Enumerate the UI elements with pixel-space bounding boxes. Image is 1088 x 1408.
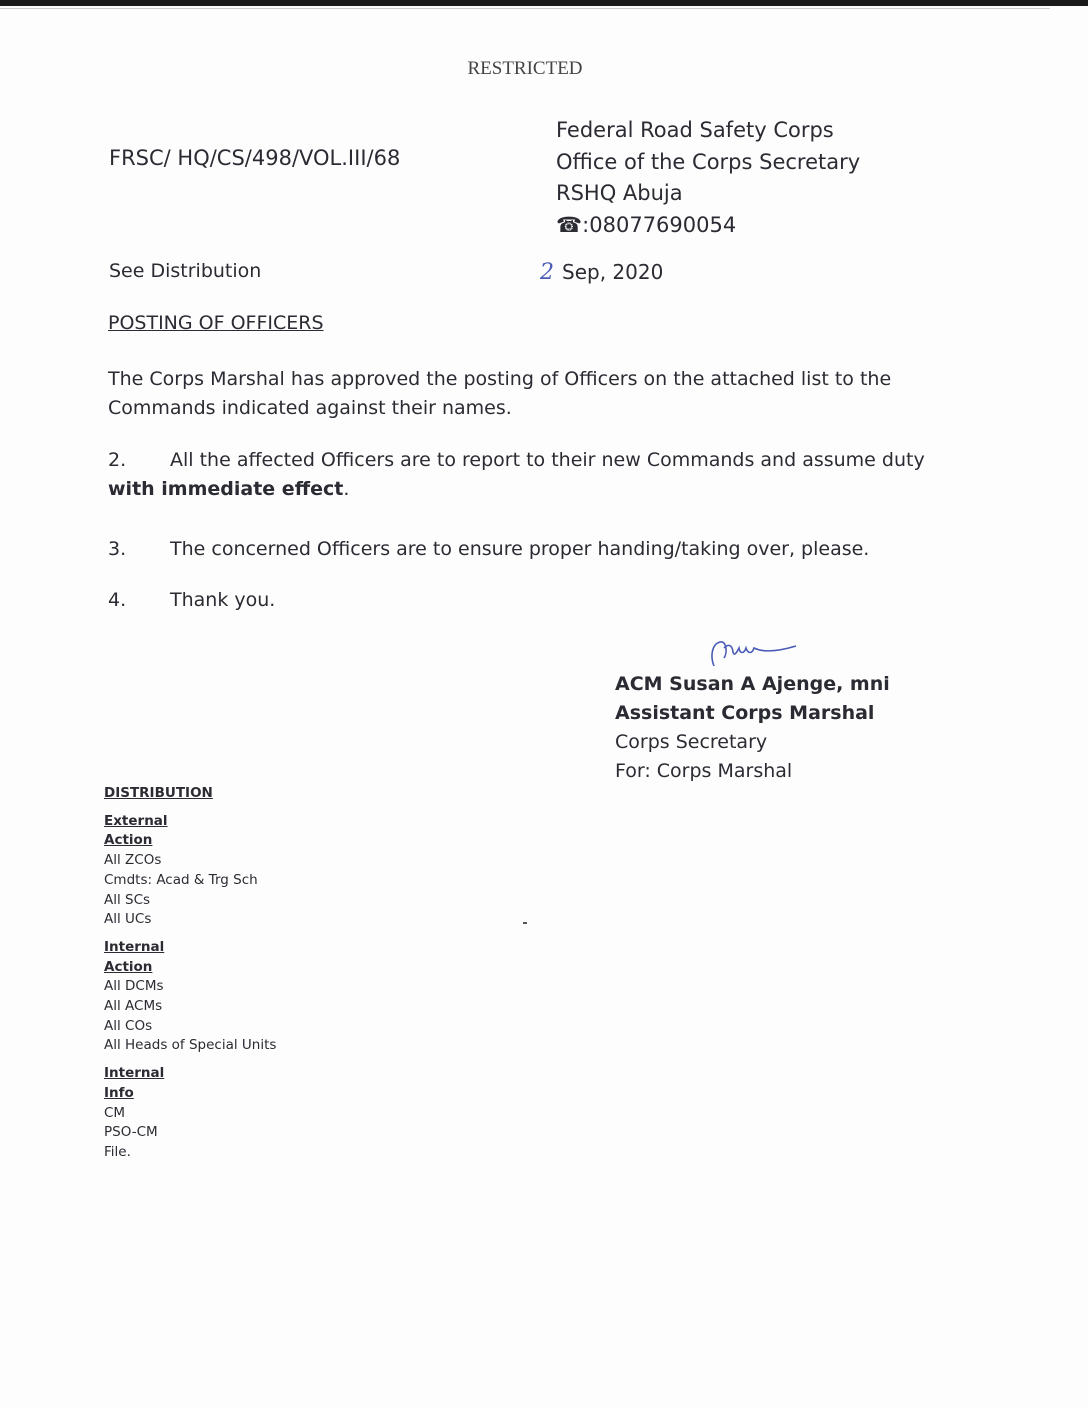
- list-item: All Heads of Special Units: [104, 1037, 277, 1054]
- list-item: All UCs: [104, 911, 152, 928]
- signature: [706, 634, 806, 670]
- section-subheading: Action: [104, 958, 153, 975]
- list-item: CM: [104, 1104, 126, 1121]
- classification-label: RESTRICTED: [467, 58, 583, 79]
- section-heading: Internal: [104, 938, 165, 955]
- distribution-title: DISTRIBUTION: [104, 785, 213, 801]
- scan-edge: [0, 0, 1088, 6]
- section-subheading: Info: [104, 1084, 134, 1101]
- signatory-name: ACM Susan A Ajenge, mni: [615, 673, 890, 695]
- list-item: All COs: [104, 1017, 153, 1034]
- list-item: PSO-CM: [104, 1124, 158, 1141]
- section-subheading: Action: [104, 832, 153, 849]
- paragraph-3: 3. The concerned Officers are to ensure proper handing/taking over, please.: [108, 535, 938, 564]
- paragraph-4: 4. Thank you.: [108, 586, 938, 615]
- address-line: Federal Road Safety Corps: [556, 118, 834, 142]
- signatory-title: Corps Secretary: [615, 731, 768, 753]
- signature-block: [615, 670, 890, 786]
- list-item: All SCs: [104, 891, 151, 908]
- subject-heading: POSTING OF OFFICERS: [108, 312, 324, 334]
- telephone-icon: ☎: [556, 212, 583, 237]
- section-heading: Internal: [104, 1065, 165, 1082]
- signatory-for: For: Corps Marshal: [615, 760, 793, 782]
- handwritten-day: 2: [540, 260, 554, 285]
- reference-number: FRSC/ HQ/CS/498/VOL.III/68: [109, 146, 401, 170]
- address-line: Office of the Corps Secretary: [556, 149, 861, 174]
- sender-address: [556, 115, 860, 241]
- phone-line: [556, 210, 860, 242]
- list-item: All ACMs: [104, 998, 163, 1015]
- distribution-list: [104, 784, 276, 1163]
- paragraph-number: 2.: [108, 449, 127, 471]
- signatory-rank: Assistant Corps Marshal: [615, 702, 875, 724]
- date-text: Sep, 2020: [562, 260, 664, 284]
- emphasis: with immediate effect: [108, 478, 344, 500]
- list-item: All DCMs: [104, 978, 164, 995]
- list-item: File.: [104, 1143, 131, 1160]
- list-item: Cmdts: Acad & Trg Sch: [104, 871, 258, 888]
- section-heading: External: [104, 812, 168, 829]
- phone-number: :08077690054: [582, 212, 737, 237]
- date: [540, 260, 663, 285]
- paragraph-1: The Corps Marshal has approved the posting of Officers on the attached list to the Commands indicated against their names.: [108, 368, 892, 419]
- paragraph-2: 2. All the affected Officers are to report to their new Commands and assume duty with immediate effect.: [108, 446, 938, 504]
- scan-speck: [523, 922, 527, 924]
- paragraph-number: 4.: [108, 589, 127, 611]
- recipient: See Distribution: [109, 260, 262, 282]
- list-item: All ZCOs: [104, 852, 162, 869]
- scan-line: [0, 8, 1050, 9]
- paragraph-number: 3.: [108, 538, 127, 560]
- address-line: RSHQ Abuja: [556, 181, 683, 205]
